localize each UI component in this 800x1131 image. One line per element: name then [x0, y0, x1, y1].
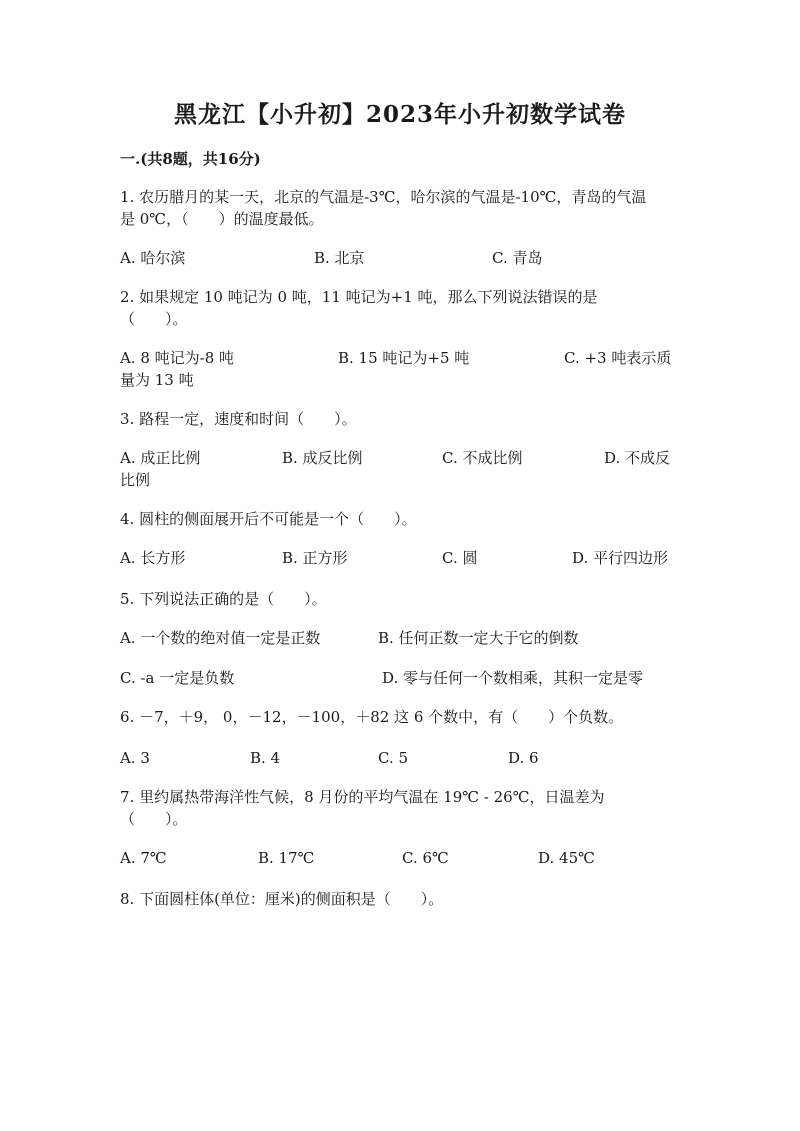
question-8-line-1: 8. 下面圆柱体(单位：厘米)的侧面积是（ ）。 — [120, 890, 444, 908]
question-3-option-a: A. 成正比例 — [120, 449, 201, 467]
question-8 — [120, 888, 690, 910]
question-5-option-d: D. 零与任何一个数相乘，其积一定是零 — [382, 669, 644, 687]
question-7-option-c: C. 6℃ — [402, 849, 449, 867]
question-2-option-b: B. 15 吨记为+5 吨 — [338, 349, 470, 367]
question-4-option-c: C. 圆 — [442, 549, 478, 567]
question-1-line-2: 是 0℃，（ ）的温度最低。 — [120, 210, 324, 228]
question-6-option-d: D. 6 — [508, 749, 539, 767]
question-5-option-c: C. -a 一定是负数 — [120, 669, 235, 687]
question-7 — [120, 786, 690, 830]
question-6 — [120, 706, 690, 728]
question-4-option-b: B. 正方形 — [282, 549, 348, 567]
question-4 — [120, 508, 690, 530]
question-5-option-b: B. 任何正数一定大于它的倒数 — [378, 629, 579, 647]
question-4-option-d: D. 平行四边形 — [572, 549, 669, 567]
question-7-line-1: 7. 里约属热带海洋性气候，8 月份的平均气温在 19℃ - 26℃，日温差为 — [120, 788, 605, 806]
question-7-line-2: （ ）。 — [120, 810, 188, 828]
question-3 — [120, 408, 690, 430]
question-5 — [120, 588, 690, 610]
question-2-option-continuation: 量为 13 吨 — [120, 371, 194, 389]
question-2-line-2: （ ）。 — [120, 310, 188, 328]
question-1-option-b: B. 北京 — [314, 249, 365, 267]
question-3-option-d: D. 不成反 — [604, 449, 671, 467]
section-heading: 一.(共8题，共16分) — [120, 150, 261, 168]
question-5-option-a: A. 一个数的绝对值一定是正数 — [120, 629, 321, 647]
question-1 — [120, 186, 690, 230]
question-4-line-1: 4. 圆柱的侧面展开后不可能是一个（ ）。 — [120, 510, 417, 528]
question-3-option-c: C. 不成比例 — [442, 449, 523, 467]
question-3-option-b: B. 成反比例 — [282, 449, 363, 467]
question-7-option-b: B. 17℃ — [258, 849, 315, 867]
question-2 — [120, 286, 690, 330]
question-7-option-d: D. 45℃ — [538, 849, 595, 867]
question-2-line-1: 2. 如果规定 10 吨记为 0 吨，11 吨记为+1 吨，那么下列说法错误的是 — [120, 288, 598, 306]
question-6-line-1: 6. －7，＋9， 0，－12，－100，＋82 这 6 个数中，有（ ）个负数。 — [120, 708, 624, 726]
question-3-line-1: 3. 路程一定，速度和时间（ ）。 — [120, 410, 357, 428]
question-4-option-a: A. 长方形 — [120, 549, 186, 567]
question-2-option-c: C. +3 吨表示质 — [564, 349, 672, 367]
question-1-option-a: A. 哈尔滨 — [120, 249, 186, 267]
question-1-line-1: 1. 农历腊月的某一天，北京的气温是-3℃，哈尔滨的气温是-10℃，青岛的气温 — [120, 188, 647, 206]
question-5-line-1: 5. 下列说法正确的是（ ）。 — [120, 590, 327, 608]
question-2-option-a: A. 8 吨记为-8 吨 — [120, 349, 235, 367]
question-6-option-a: A. 3 — [120, 749, 150, 767]
question-1-option-c: C. 青岛 — [492, 249, 543, 267]
question-6-option-c: C. 5 — [378, 749, 409, 767]
question-7-option-a: A. 7℃ — [120, 849, 167, 867]
question-3-option-continuation: 比例 — [120, 471, 151, 489]
question-6-option-b: B. 4 — [250, 749, 281, 767]
page-title: 黑龙江【小升初】2023年小升初数学试卷 — [173, 101, 626, 128]
